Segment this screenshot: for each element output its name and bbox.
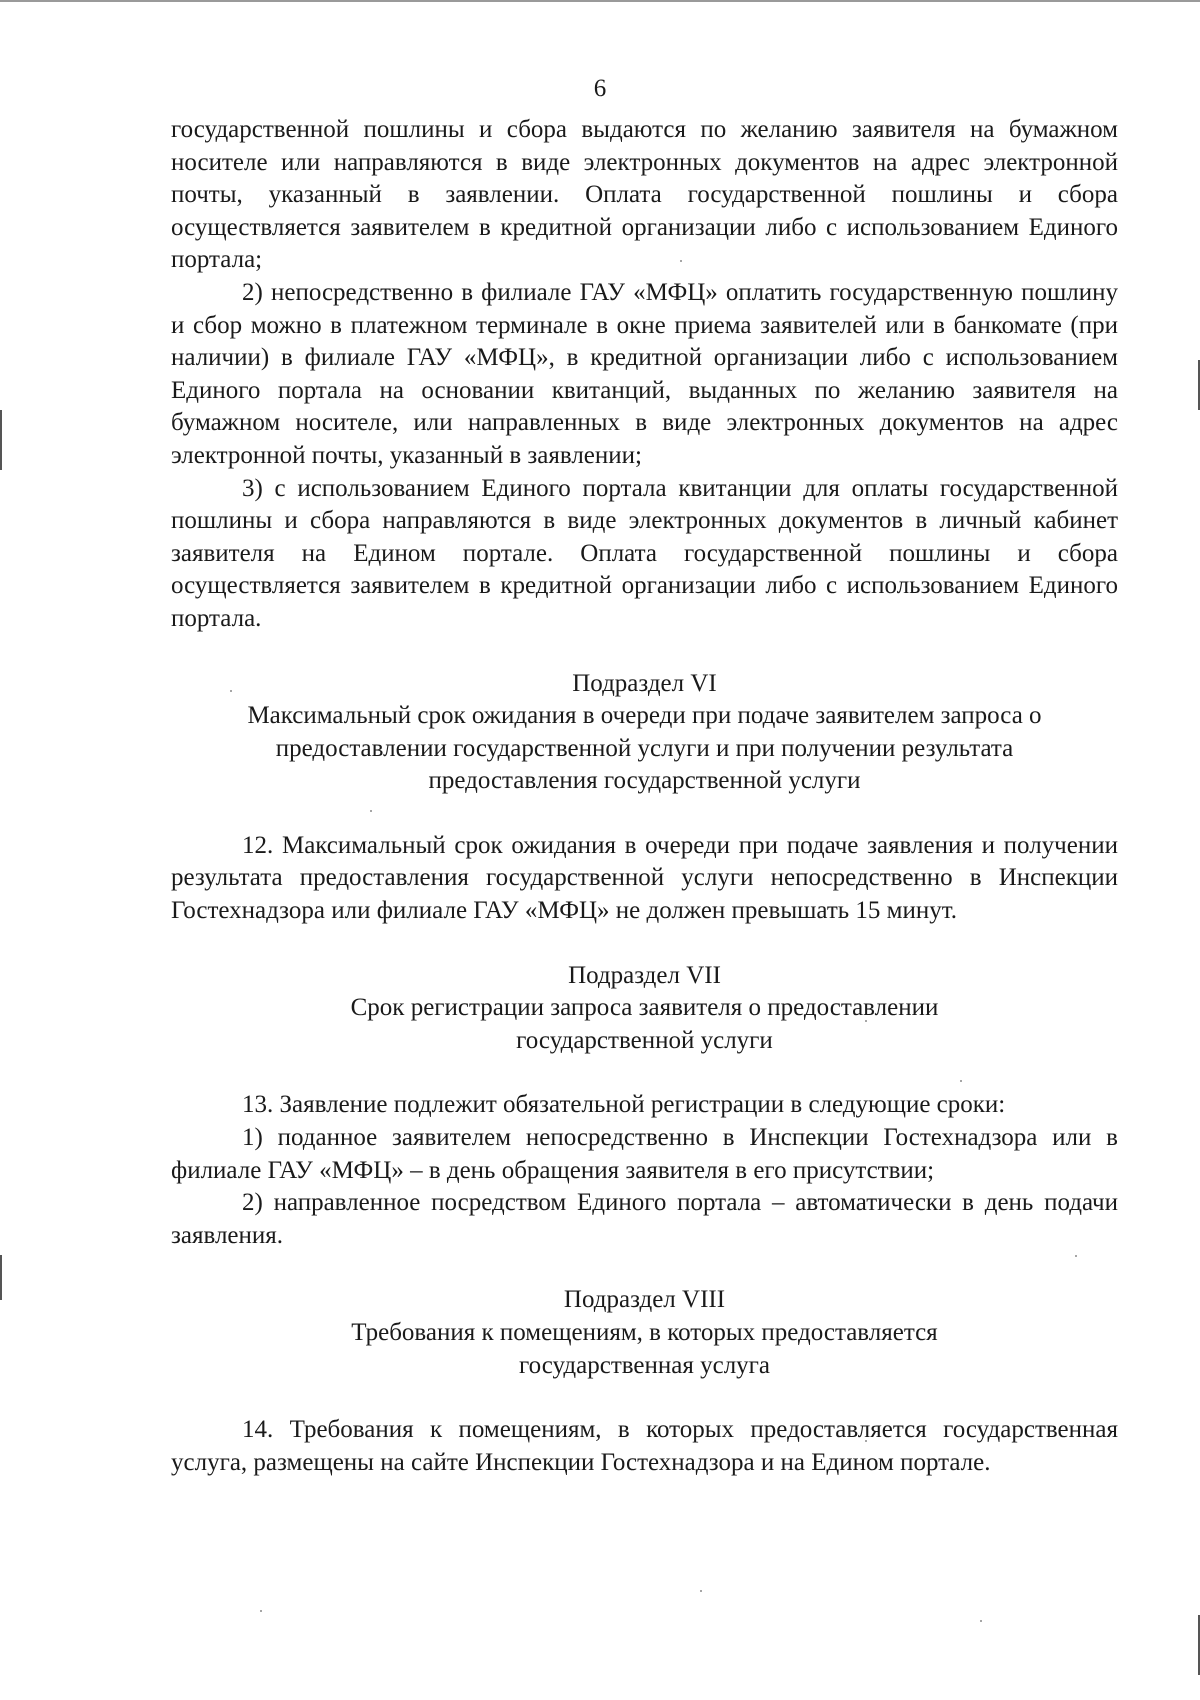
paragraph-13-item-2: 2) направленное посредством Единого портала – автоматически в день подачи заявления. xyxy=(171,1189,1118,1249)
payment-item-3: 3) с использованием Единого портала квитанции для оплаты государственной пошлины и сбора направляются в виде электронных документов в личный кабинет заявителя на Едином портале. Оплата государственной пошлины и сбора осуществляется заявителем в кредитной организации либо с использованием Единого портала. xyxy=(171,474,1118,632)
paragraph-14: 14. Требования к помещениям, в которых предоставляется государственная услуга, размещены на сайте Инспекции Гостехнадзора и на Едином портале. xyxy=(171,1416,1118,1476)
section-subtitle-line: Срок регистрации запроса заявителя о предоставлении xyxy=(350,994,939,1022)
payment-item-2: 2) непосредственно в филиале ГАУ «МФЦ» оплатить государственную пошлину и сбор можно в платежном терминале в окне приема заявителей или в банкомате (при наличии) в филиале ГАУ «МФЦ», в кредитной организации либо с использованием Единого портала на основании квитанций, выданных по желанию заявителя на бумажном носителе, или направленных в виде электронных документов на адрес электронной почты, указанный в заявлении; xyxy=(171,278,1118,469)
scan-speck xyxy=(700,1590,702,1592)
section-subtitle-line: предоставлении государственной услуги и при получении результата xyxy=(275,734,1014,762)
paragraph-13-item-1: 1) поданное заявителем непосредственно в Инспекции Гостехнадзора или в филиале ГАУ «МФЦ» – в день обращения заявителя в его присутствии; xyxy=(171,1124,1118,1184)
section-title: Подраздел VI xyxy=(572,669,717,697)
continuation-paragraph: государственной пошлины и сбора выдаются по желанию заявителя на бумажном носителе или направляются в виде электронных документов на адрес электронной почты, указанный в заявлении. Оплата государственной пошлины и сбора осуществляется заявителем в кредитной организации либо с использованием Единого портала; xyxy=(171,116,1118,274)
section-subtitle-line: Максимальный срок ожидания в очереди при подаче заявителем запроса о xyxy=(247,702,1042,730)
section-heading-vii xyxy=(171,960,1118,1058)
paragraph-12: 12. Максимальный срок ожидания в очереди при подаче заявления и получении результата предоставления государственной услуги непосредственно в Инспекции Гостехнадзора или филиале ГАУ «МФЦ» не должен превышать 15 минут. xyxy=(171,831,1118,925)
section-subtitle-line: государственной услуги xyxy=(516,1026,773,1054)
section-title: Подраздел VIII xyxy=(563,1286,726,1314)
paragraph-13: 13. Заявление подлежит обязательной регистрации в следующие сроки: xyxy=(242,1091,1006,1119)
scan-left-edge-mark xyxy=(0,410,2,470)
scan-top-border xyxy=(0,0,1200,2)
document-body xyxy=(171,114,1118,1479)
section-heading-viii xyxy=(171,1284,1118,1382)
section-subtitle-line: Требования к помещениям, в которых предоставляется xyxy=(351,1319,938,1346)
section-title: Подраздел VII xyxy=(568,961,721,989)
scan-speck xyxy=(980,1620,982,1622)
scan-left-edge-mark xyxy=(0,1255,2,1300)
section-subtitle-line: государственная услуга xyxy=(518,1351,771,1379)
page-number: 6 xyxy=(593,75,607,102)
section-heading-vi xyxy=(171,668,1118,798)
scan-speck xyxy=(260,1610,262,1612)
section-subtitle-line: предоставления государственной услуги xyxy=(428,767,861,795)
